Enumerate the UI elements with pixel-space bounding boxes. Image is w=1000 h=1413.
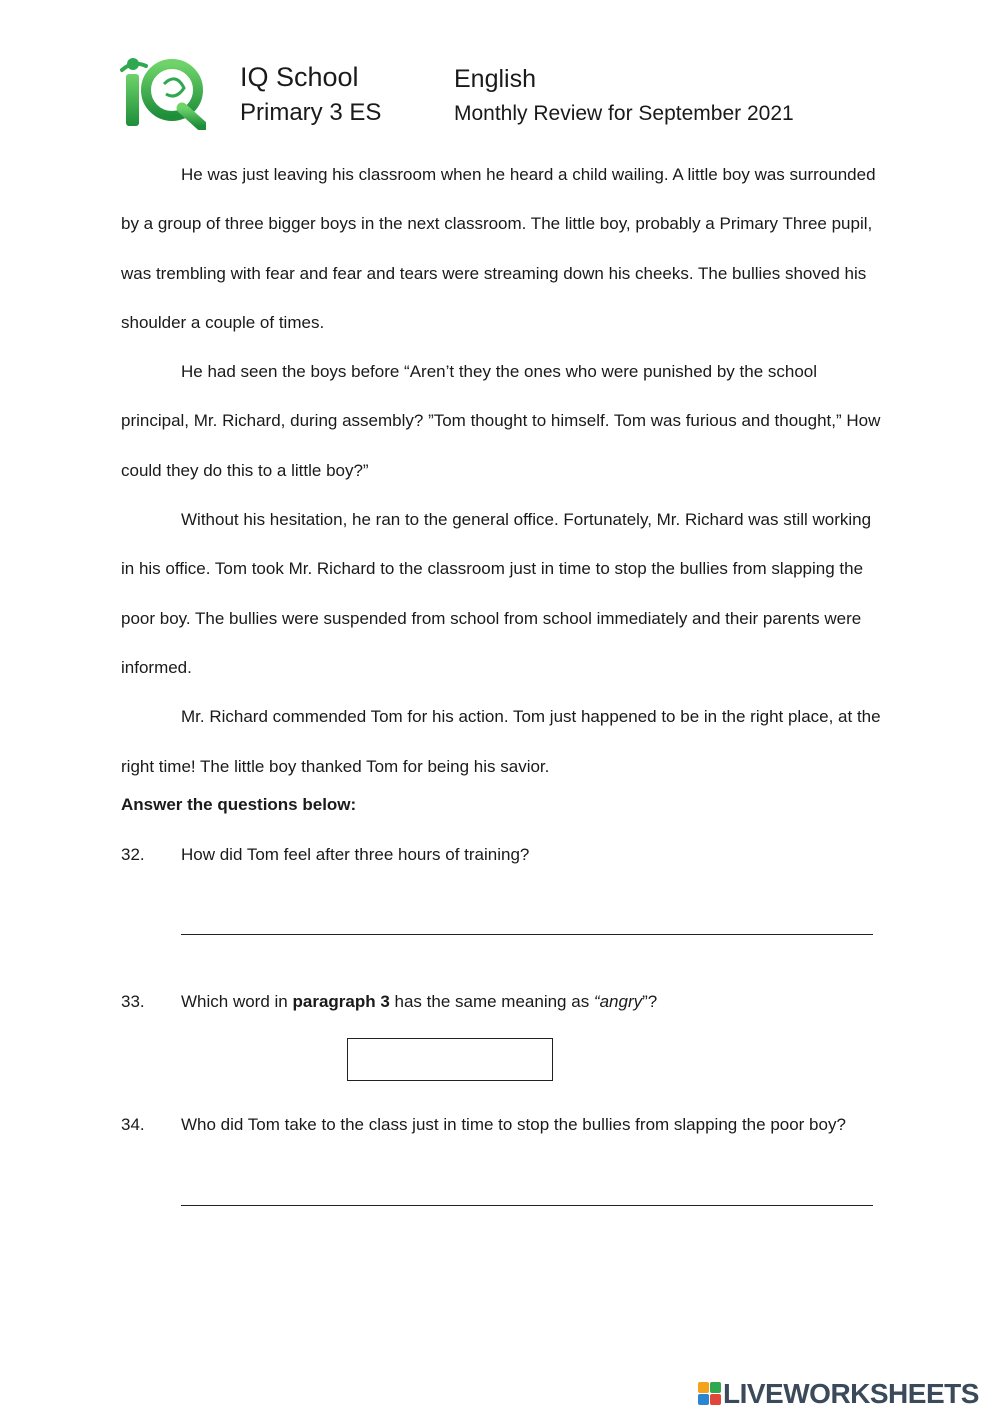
paragraph-3: Without his hesitation, he ran to the general office. Fortunately, Mr. Richard was still working in his office. Tom took Mr. Richard to the classroom just in time to stop the bullies from slapping the poor boy. The bullies were suspended from school from school immediately and their parents were informed.	[121, 510, 872, 677]
question-text-suffix: ”?	[642, 992, 658, 1011]
question-text-bold: paragraph 3	[292, 992, 390, 1011]
question-text: How did Tom feel after three hours of training?	[181, 845, 530, 864]
answer-line-32[interactable]	[181, 934, 873, 935]
question-number: 34.	[121, 1115, 145, 1134]
iq-school-logo	[120, 54, 206, 130]
questions-heading: Answer the questions below:	[121, 795, 357, 814]
paragraph-4: Mr. Richard commended Tom for his action. Tom just happened to be in the right place, at the right time! The little boy thanked Tom for being his savior.	[121, 707, 881, 776]
question-text-middle: has the same meaning as	[389, 992, 594, 1011]
liveworksheets-logo-icon	[697, 1381, 723, 1407]
question-text-prefix: Which word in	[181, 992, 293, 1011]
subject-label: English	[454, 65, 536, 93]
paragraph-2: He had seen the boys before “Aren’t they the ones who were punished by the school principal, Mr. Richard, during assembly? ”Tom thought to himself. Tom was furious and thought,” How could they do this to a little boy?”	[121, 362, 881, 480]
question-number: 32.	[121, 845, 145, 864]
school-name: IQ School	[240, 62, 359, 92]
answer-box-33[interactable]	[347, 1038, 553, 1081]
watermark-text: LIVEWORKSHEETS	[723, 1378, 979, 1409]
review-title: Monthly Review for September 2021	[454, 102, 794, 125]
question-text	[181, 989, 881, 1015]
question-number: 33.	[121, 992, 145, 1011]
grade-label: Primary 3 ES	[240, 99, 382, 126]
question-text-italic: “angry	[593, 992, 643, 1011]
question-text: Who did Tom take to the class just in time to stop the bullies from slapping the poor boy?	[181, 1115, 846, 1134]
answer-line-34[interactable]	[181, 1205, 873, 1206]
reading-passage	[121, 150, 881, 791]
paragraph-1: He was just leaving his classroom when he heard a child wailing. A little boy was surrounded by a group of three bigger boys in the next classroom. The little boy, probably a Primary Three pupil, was trembling with fear and fear and tears were streaming down his cheeks. The bullies shoved his shoulder a couple of times.	[121, 165, 876, 332]
